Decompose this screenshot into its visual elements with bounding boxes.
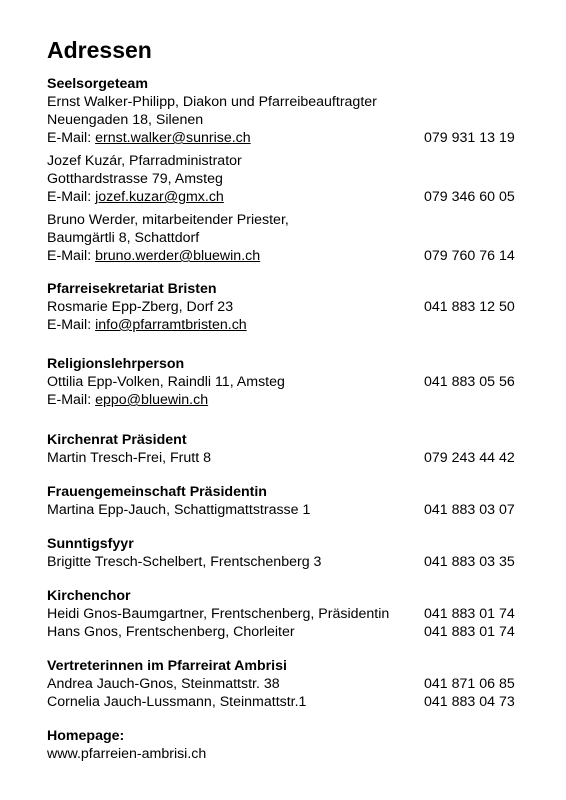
email-link[interactable]: bruno.werder@bluewin.ch: [95, 248, 261, 264]
contact-line: Rosmarie Epp-Zberg, Dorf 23: [47, 299, 234, 315]
contact-phone: 079 760 76 14: [424, 248, 515, 264]
email-label: E-Mail:: [47, 392, 96, 408]
contact-phone: 041 883 03 07: [424, 502, 515, 518]
email-label: E-Mail:: [47, 130, 96, 146]
contact-phone: 079 346 60 05: [424, 189, 515, 205]
email-label: E-Mail:: [47, 317, 96, 333]
section-heading-sunntigsfyyr: Sunntigsfyyr: [47, 536, 134, 552]
email-label: E-Mail:: [47, 189, 96, 205]
contact-phone: 041 883 03 35: [424, 554, 515, 570]
section-heading-sekretariat: Pfarreisekretariat Bristen: [47, 281, 217, 297]
contact-name: Bruno Werder, mitarbeitender Priester,: [47, 212, 289, 228]
homepage-url[interactable]: www.pfarreien-ambrisi.ch: [47, 746, 207, 762]
contact-phone: 041 883 05 56: [424, 374, 515, 390]
email-link[interactable]: info@pfarramtbristen.ch: [95, 317, 247, 333]
contact-email-line: [47, 316, 247, 334]
contact-email-line: [47, 129, 251, 147]
contact-line: Martin Tresch-Frei, Frutt 8: [47, 450, 211, 466]
contact-phone: 079 243 44 42: [424, 450, 515, 466]
section-heading-kirchenchor: Kirchenchor: [47, 588, 131, 604]
contact-phone: 041 883 01 74: [424, 606, 515, 622]
contact-name: Jozef Kuzár, Pfarradministrator: [47, 153, 242, 169]
contact-line: Martina Epp-Jauch, Schattigmattstrasse 1: [47, 502, 311, 518]
contact-line: Cornelia Jauch-Lussmann, Steinmattstr.1: [47, 694, 307, 710]
email-link[interactable]: eppo@bluewin.ch: [95, 392, 209, 408]
contact-email-line: [47, 247, 260, 265]
contact-phone: 079 931 13 19: [424, 130, 515, 146]
section-heading-vertreterinnen: Vertreterinnen im Pfarreirat Ambrisi: [47, 658, 287, 674]
contact-email-line: [47, 391, 208, 409]
contact-email-line: [47, 188, 224, 206]
contact-phone: 041 883 04 73: [424, 694, 515, 710]
contact-phone: 041 883 01 74: [424, 624, 515, 640]
contact-address: Neuengaden 18, Silenen: [47, 112, 204, 128]
email-link[interactable]: jozef.kuzar@gmx.ch: [95, 189, 224, 205]
contact-address: Baumgärtli 8, Schattdorf: [47, 230, 200, 246]
contact-address: Gotthardstrasse 79, Amsteg: [47, 171, 223, 187]
section-heading-seelsorgeteam: Seelsorgeteam: [47, 76, 148, 92]
contact-line: Hans Gnos, Frentschenberg, Chorleiter: [47, 624, 295, 640]
page-title: Adressen: [47, 37, 152, 63]
contact-line: Heidi Gnos-Baumgartner, Frentschenberg, Präsidentin: [47, 606, 390, 622]
contact-phone: 041 883 12 50: [424, 299, 515, 315]
email-link[interactable]: ernst.walker@sunrise.ch: [95, 130, 251, 146]
email-label: E-Mail:: [47, 248, 96, 264]
section-heading-kirchenrat: Kirchenrat Präsident: [47, 432, 187, 448]
contact-line: Andrea Jauch-Gnos, Steinmattstr. 38: [47, 676, 280, 692]
section-heading-religionslehrperson: Religionslehrperson: [47, 356, 185, 372]
section-heading-homepage: Homepage:: [47, 728, 125, 744]
contact-line: Ottilia Epp-Volken, Raindli 11, Amsteg: [47, 374, 285, 390]
contact-name: Ernst Walker-Philipp, Diakon und Pfarreibeauftragter: [47, 94, 377, 110]
contact-phone: 041 871 06 85: [424, 676, 515, 692]
section-heading-frauengemeinschaft: Frauengemeinschaft Präsidentin: [47, 484, 267, 500]
contact-line: Brigitte Tresch-Schelbert, Frentschenberg 3: [47, 554, 322, 570]
